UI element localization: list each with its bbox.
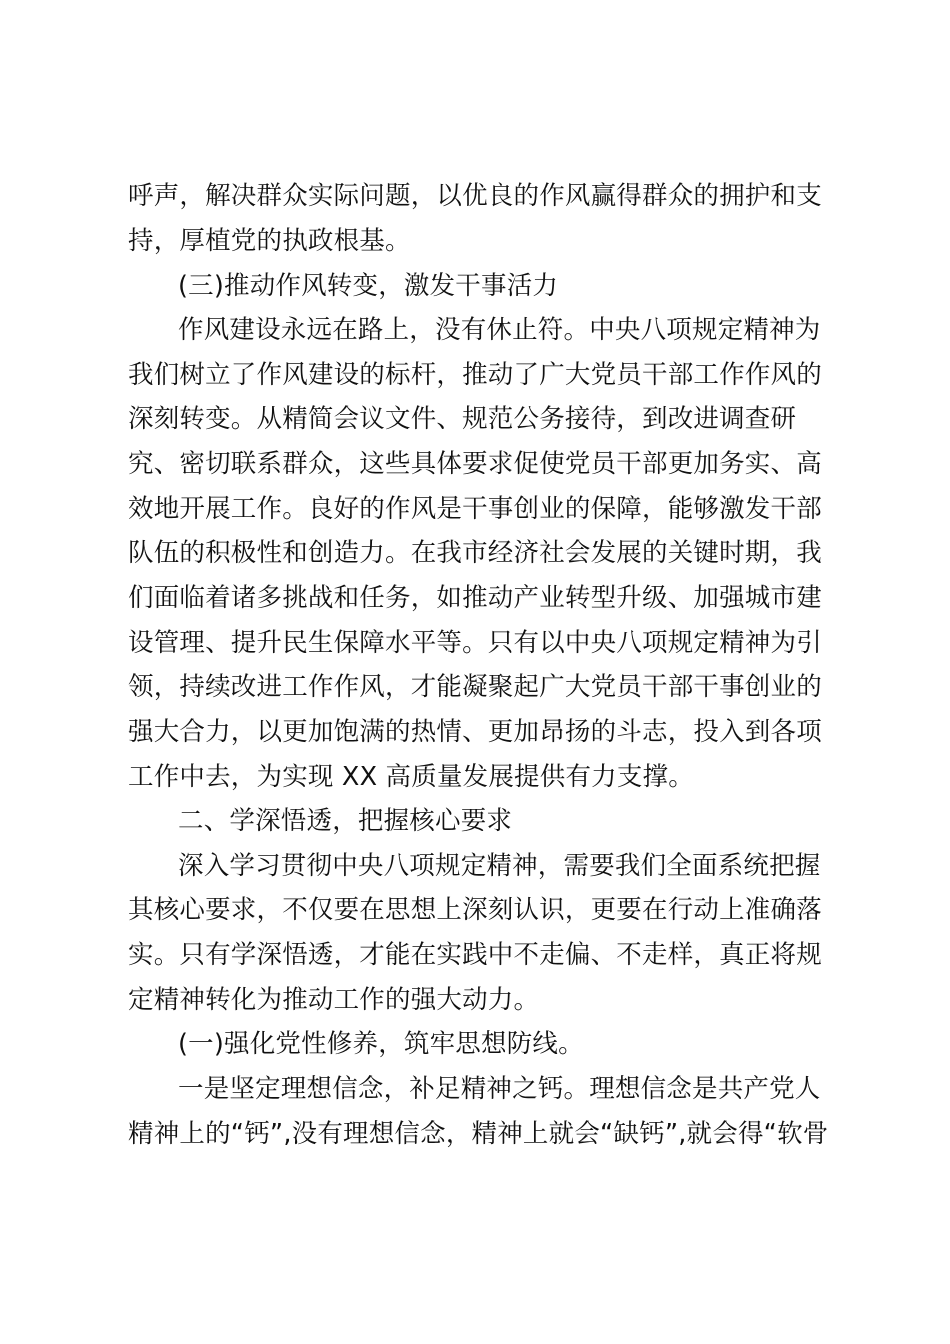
text-line: 我们树立了作风建设的标杆，推动了广大党员干部工作作风的 bbox=[128, 360, 822, 390]
text-line: 其核心要求，不仅要在思想上深刻认识，更要在行动上准确落 bbox=[128, 895, 822, 925]
text-line: 一是坚定理想信念，补足精神之钙。理想信念是共产党人 bbox=[178, 1074, 821, 1104]
text-line: 深刻转变。从精简会议文件、规范公务接待，到改进调查研 bbox=[128, 404, 797, 434]
section-heading: 二、学深悟透，把握核心要求 bbox=[178, 806, 513, 836]
text-line: 持，厚植党的执政根基。 bbox=[128, 226, 411, 256]
text-line: 究、密切联系群众，这些具体要求促使党员干部更加务实、高 bbox=[128, 449, 822, 479]
text-line: 队伍的积极性和创造力。在我市经济社会发展的关键时期，我 bbox=[128, 538, 822, 568]
text-line: 精神上的“钙”,没有理想信念，精神上就会“缺钙”,就会得“软骨 bbox=[128, 1119, 829, 1149]
text-line: 定精神转化为推动工作的强大动力。 bbox=[128, 985, 540, 1015]
text-line: 工作中去，为实现 XX 高质量发展提供有力支撑。 bbox=[128, 762, 694, 792]
text-line: 效地开展工作。良好的作风是干事创业的保障，能够激发干部 bbox=[128, 494, 822, 524]
section-heading: (三)推动作风转变，激发干事活力 bbox=[178, 271, 559, 301]
text-line: 强大合力，以更加饱满的热情、更加昂扬的斗志，投入到各项 bbox=[128, 717, 822, 747]
text-line: 呼声，解决群众实际问题，以优良的作风赢得群众的拥护和支 bbox=[128, 181, 822, 211]
section-heading: (一)强化党性修养，筑牢思想防线。 bbox=[178, 1029, 584, 1059]
text-line: 作风建设永远在路上，没有休止符。中央八项规定精神为 bbox=[178, 315, 821, 345]
text-line: 深入学习贯彻中央八项规定精神，需要我们全面系统把握 bbox=[178, 851, 821, 881]
text-line: 实。只有学深悟透，才能在实践中不走偏、不走样，真正将规 bbox=[128, 940, 822, 970]
text-line: 们面临着诸多挑战和任务，如推动产业转型升级、加强城市建 bbox=[128, 583, 822, 613]
text-line: 领，持续改进工作作风，才能凝聚起广大党员干部干事创业的 bbox=[128, 672, 822, 702]
text-line: 设管理、提升民生保障水平等。只有以中央八项规定精神为引 bbox=[128, 628, 822, 658]
